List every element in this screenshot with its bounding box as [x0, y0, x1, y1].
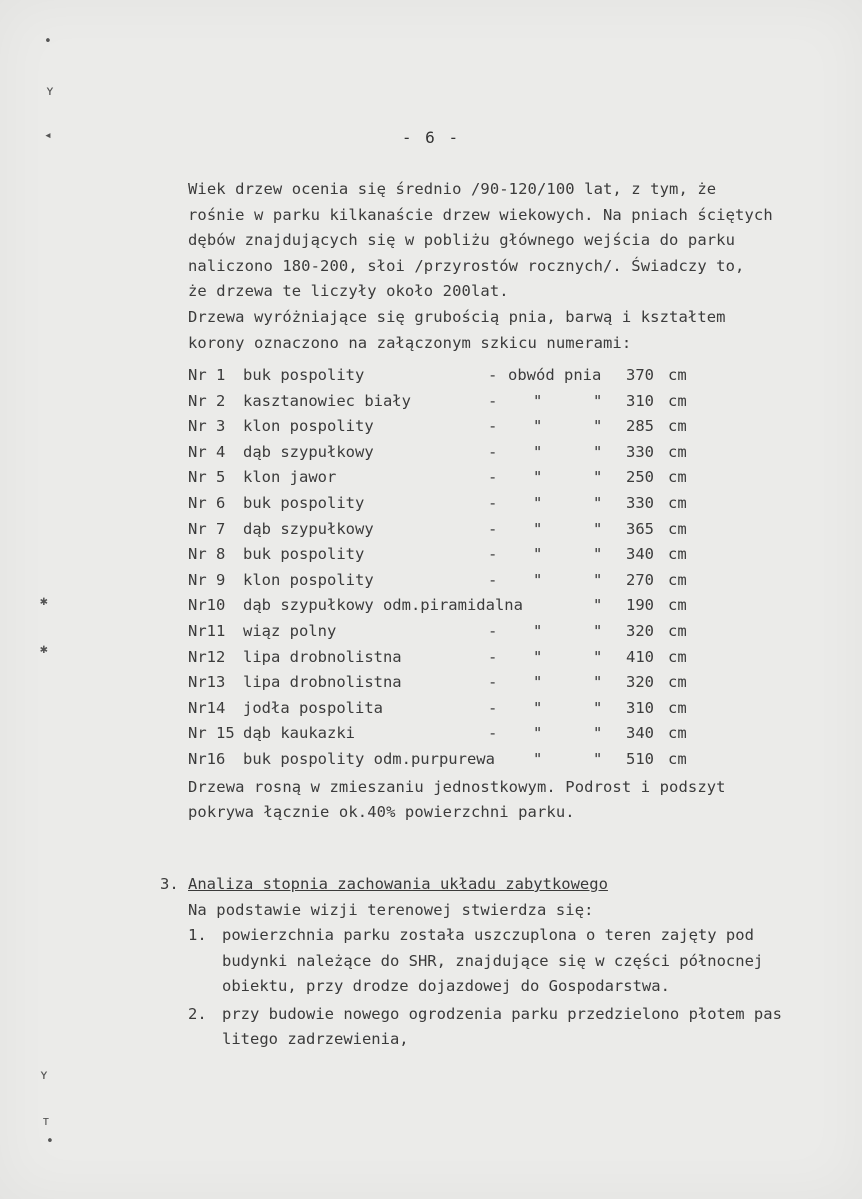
tree-number: Nr12 [188, 647, 226, 666]
girth-value: 320 [626, 622, 654, 640]
tree-name: klon pospolity [243, 417, 374, 436]
margin-mark: ◂ [44, 128, 52, 143]
dash: - [488, 494, 498, 512]
list-item [188, 494, 748, 516]
tree-name: buk pospolity [243, 494, 365, 512]
girth-value: 370 [626, 366, 654, 384]
tree-name: wiąz polny [243, 622, 337, 640]
text-line: że drzewa te liczyły około 200lat. [188, 282, 509, 301]
girth-value: 250 [626, 468, 654, 487]
tree-number: Nr16 [188, 750, 226, 768]
ditto-mark: " [593, 468, 603, 487]
tree-number: Nr 4 [188, 442, 226, 461]
unit: cm [668, 519, 687, 538]
text-line: naliczono 180-200, słoi /przyrostów rocznych/. Świadczy to, [188, 256, 745, 275]
girth-value: 330 [626, 494, 654, 512]
ditto-mark: " [533, 698, 543, 717]
dash: - [488, 417, 498, 436]
list-item [188, 596, 748, 618]
tree-number: Nr 2 [188, 391, 226, 410]
list-item [188, 673, 748, 695]
tree-number: Nr14 [188, 698, 226, 717]
ditto-mark: " [533, 647, 543, 666]
tree-name: dąb szypułkowy [243, 519, 374, 538]
item-text: przy budowie nowego ogrodzenia parku przedzielono płotem pas [222, 1004, 782, 1023]
tree-number: Nr 15 [188, 724, 235, 743]
tree-number: Nr 1 [188, 366, 226, 384]
ditto-mark: " [533, 494, 543, 512]
page-number: - 6 - [401, 128, 461, 147]
tree-number: Nr11 [188, 622, 226, 640]
dash: - [488, 391, 498, 410]
tree-name: lipa drobnolistna [243, 673, 402, 692]
item-text: obiektu, przy drodze dojazdowej do Gospodarstwa. [222, 977, 670, 996]
list-item [188, 392, 748, 414]
girth-value: 410 [626, 647, 654, 666]
tree-name: buk pospolity odm.purpurewa [243, 750, 495, 768]
unit: cm [668, 366, 687, 384]
list-item [188, 520, 748, 542]
text-line: pokrywa łącznie ok.40% powierzchni parku. [188, 803, 575, 822]
text-line: korony oznaczono na załączonym szkicu numerami: [188, 333, 632, 352]
ditto-mark: " [593, 673, 603, 692]
unit: cm [668, 647, 687, 666]
ditto-mark: " [593, 647, 603, 666]
dash: - [488, 519, 498, 538]
item-text: powierzchnia parku została uszczuplona o teren zajęty pod [222, 926, 754, 944]
unit: cm [668, 570, 687, 589]
list-item [188, 724, 748, 746]
tree-number: Nr13 [188, 673, 226, 692]
list-item [188, 571, 748, 593]
margin-mark: ʏ [40, 1068, 48, 1083]
text-line: rośnie w parku kilkanaście drzew wiekowych. Na pniach ściętych [188, 205, 773, 224]
item-number: 1. [188, 926, 207, 944]
tree-name: jodła pospolita [243, 698, 383, 717]
list-item [188, 443, 748, 465]
ditto-mark: " [593, 519, 603, 538]
ditto-mark: " [533, 468, 543, 487]
item-text: litego zadrzewienia, [222, 1030, 409, 1049]
list-item [188, 468, 748, 490]
ditto-mark: " [593, 391, 603, 410]
ditto-mark: " [593, 698, 603, 717]
ditto-mark: " [593, 570, 603, 589]
measure-label: obwód pnia [508, 366, 602, 384]
margin-mark: ᴛ [42, 1114, 50, 1129]
list-item [188, 417, 748, 439]
dash: - [488, 468, 498, 487]
unit: cm [668, 724, 687, 743]
girth-value: 510 [626, 750, 654, 768]
dash: - [488, 647, 498, 666]
item-number: 2. [188, 1004, 207, 1023]
tree-number: Nr 3 [188, 417, 226, 436]
unit: cm [668, 545, 687, 564]
girth-value: 340 [626, 724, 654, 743]
margin-mark: ✱ [40, 642, 48, 657]
ditto-mark: " [593, 494, 603, 512]
margin-mark: • [44, 34, 52, 49]
ditto-mark: " [533, 442, 543, 461]
list-item [188, 622, 748, 644]
ditto-mark: " [593, 622, 603, 640]
tree-number: Nr 8 [188, 545, 226, 564]
dash: - [488, 673, 498, 692]
section-intro: Na podstawie wizji terenowej stwierdza się: [188, 901, 594, 919]
ditto-mark: " [533, 545, 543, 564]
ditto-mark: " [533, 391, 543, 410]
tree-name: lipa drobnolistna [243, 647, 402, 666]
text-line: Drzewa wyróżniające się grubością pnia, barwą i kształtem [188, 308, 726, 326]
girth-value: 310 [626, 391, 654, 410]
ditto-mark: " [593, 442, 603, 461]
dash: - [488, 698, 498, 717]
ditto-mark: " [533, 673, 543, 692]
girth-value: 270 [626, 570, 654, 589]
dash: - [488, 545, 498, 564]
tree-name: dąb szypułkowy [243, 442, 374, 461]
girth-value: 330 [626, 442, 654, 461]
section-title: Analiza stopnia zachowania układu zabytkowego [188, 875, 608, 893]
section-number: 3. [160, 875, 179, 893]
dash: - [488, 622, 498, 640]
dash: - [488, 442, 498, 461]
ditto-mark: " [593, 545, 603, 564]
ditto-mark: " [533, 622, 543, 640]
dash: - [488, 366, 498, 384]
tree-name: dąb szypułkowy odm.piramidalna [243, 596, 523, 615]
margin-mark: ʏ [46, 84, 54, 99]
unit: cm [668, 698, 687, 717]
tree-name: dąb kaukazki [243, 724, 355, 743]
girth-value: 285 [626, 417, 654, 436]
ditto-mark: " [593, 596, 603, 615]
ditto-mark: " [593, 724, 603, 743]
ditto-mark: " [533, 417, 543, 436]
tree-name: buk pospolity [243, 545, 365, 564]
text-line: Wiek drzew ocenia się średnio /90-120/100 lat, z tym, że [188, 180, 717, 198]
ditto-mark: " [533, 750, 543, 768]
tree-name: klon jawor [243, 468, 337, 487]
item-text: budynki należące do SHR, znajdujące się w części północnej [222, 951, 764, 970]
dash: - [488, 724, 498, 743]
text-line: Drzewa rosną w zmieszaniu jednostkowym. Podrost i podszyt [188, 777, 726, 796]
ditto-mark: " [533, 724, 543, 743]
unit: cm [668, 494, 687, 512]
unit: cm [668, 750, 687, 768]
tree-name: kasztanowiec biały [243, 391, 411, 410]
tree-number: Nr 7 [188, 519, 226, 538]
list-item [188, 750, 748, 772]
margin-mark: • [46, 1134, 54, 1149]
list-item [188, 545, 748, 567]
list-item [188, 699, 748, 721]
ditto-mark: " [533, 519, 543, 538]
unit: cm [668, 596, 687, 615]
tree-number: Nr 5 [188, 468, 226, 487]
dash: - [488, 570, 498, 589]
margin-mark: ✱ [40, 594, 48, 609]
ditto-mark: " [593, 750, 603, 768]
list-item [188, 366, 748, 388]
tree-number: Nr10 [188, 596, 226, 615]
girth-value: 190 [626, 596, 654, 615]
unit: cm [668, 622, 687, 640]
ditto-mark: " [593, 417, 603, 436]
tree-number: Nr 6 [188, 494, 226, 512]
unit: cm [668, 391, 687, 410]
girth-value: 340 [626, 545, 654, 564]
unit: cm [668, 442, 687, 461]
girth-value: 310 [626, 698, 654, 717]
unit: cm [668, 468, 687, 487]
girth-value: 365 [626, 519, 654, 538]
unit: cm [668, 417, 687, 436]
text-line: dębów znajdujących się w pobliżu głównego wejścia do parku [188, 231, 736, 250]
tree-name: klon pospolity [243, 570, 374, 589]
tree-name: buk pospolity [243, 366, 365, 384]
girth-value: 320 [626, 673, 654, 692]
ditto-mark: " [533, 570, 543, 589]
tree-number: Nr 9 [188, 570, 226, 589]
list-item [188, 648, 748, 670]
unit: cm [668, 673, 687, 692]
